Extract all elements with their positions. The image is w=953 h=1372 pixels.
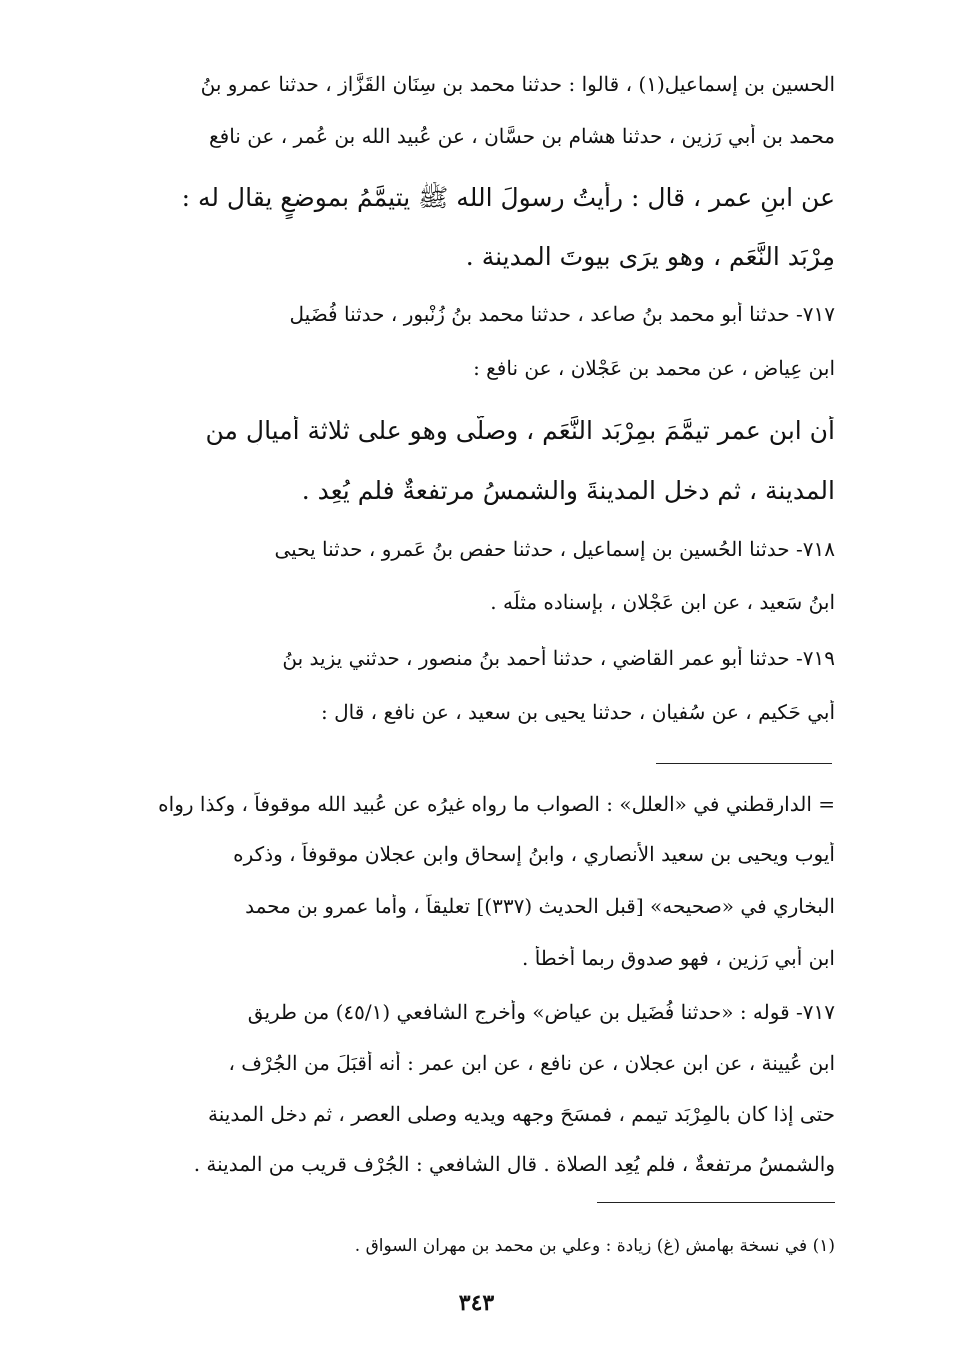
isnad-line: ابن عِياض ، عن محمد بن عَجْلان ، عن نافع : (473, 356, 835, 380)
commentary-line: حتى إذا كان بالمِرْبَد تيمم ، فمسَحَ وجهه ويديه وصلى العصر ، ثم دخل المدينة (208, 1102, 835, 1126)
hadith-719-isnad: ٧١٩- حدثنا أبو عمر القاضي ، حدثنا أحمد بنُ منصور ، حدثني يزيد بنُ (282, 646, 835, 670)
commentary-line: ابن أبي رَزين ، فهو صدوق ربما أخطأ . (522, 946, 835, 970)
footnote-rule (597, 1202, 835, 1203)
matn-line: المدينة ، ثم دخل المدينةَ والشمسُ مرتفعةٌ فلم يُعِد . (301, 476, 835, 505)
page-number: ٣٤٣ (458, 1290, 495, 1316)
isnad-line: أبي حَكيم ، عن سُفيان ، حدثنا يحيى بن سعيد ، عن نافعٍ ، قال : (321, 700, 835, 724)
commentary-line: والشمسُ مرتفعةٌ ، فلم يُعِد الصلاة . قال الشافعي : الجُرْف قريب من المدينة . (193, 1152, 835, 1176)
commentary-line: ابن عُيينة ، عن ابن عجلان ، عن نافع ، عن ابن عمر : أنه أقبَلَ من الجُرْف ، (228, 1051, 835, 1075)
separator-rule (656, 763, 832, 764)
isnad-line: محمد بن أبي رَزين ، حدثنا هشام بن حسَّان ، عن عُبيد الله بن عُمر ، عن نافع (208, 124, 835, 148)
matn-line: مِرْبَد النَّعَم ، وهو يرَى بيوتَ المدينة . (465, 242, 835, 271)
commentary-line: البخاري في «صحيحه» [قبل الحديث (٣٣٧)] تعليقاً ، وأما عمرو بن محمد (245, 894, 835, 918)
footnote: (١) في نسخة بهامش (غ) زيادة : وعلي بن محمد بن مهران السواق . (354, 1236, 835, 1256)
commentary-line: = الدارقطني في «العلل» : الصواب ما رواه غيرُه عن عُبيد الله موقوفاً ، وكذا رواه (158, 792, 835, 816)
commentary-line: أيوب ويحيى بن سعيد الأنصاري ، وابنُ إسحاق وابن عجلان موقوفاً ، وذكره (233, 842, 835, 866)
matn-line: أن ابن عمر تيمَّمَ بمِرْبَد النَّعَم ، وصلَّى وهو على ثلاثة أميالٍ من (205, 416, 835, 445)
isnad-line: الحسين بن إسماعيل(١) ، قالوا : حدثنا محمد بن سِنَان القَزَّاز ، حدثنا عمرو بنُ (200, 72, 835, 96)
matn-line: عن ابنِ عمر ، قال : رأيتُ رسولَ الله ﷺ يتيمَّمُ بموضعٍ يقال له : (181, 183, 835, 212)
commentary-line: ٧١٧- قوله : «حدثنا فُضَيل بن عياض» وأخرج الشافعي (٤٥/١) من طريق (247, 1000, 835, 1024)
hadith-718-isnad: ٧١٨- حدثنا الحُسين بن إسماعيل ، حدثنا حفص بنُ عَمرو ، حدثنا يحيى (274, 537, 835, 561)
isnad-line: ابنُ سَعيد ، عن ابن عَجْلان ، بإسناده مثلَه . (490, 590, 835, 614)
hadith-717-isnad: ٧١٧- حدثنا أبو محمد بنُ صاعد ، حدثنا محمد بنُ زُنْبور ، حدثنا فُضَيل (289, 302, 835, 326)
